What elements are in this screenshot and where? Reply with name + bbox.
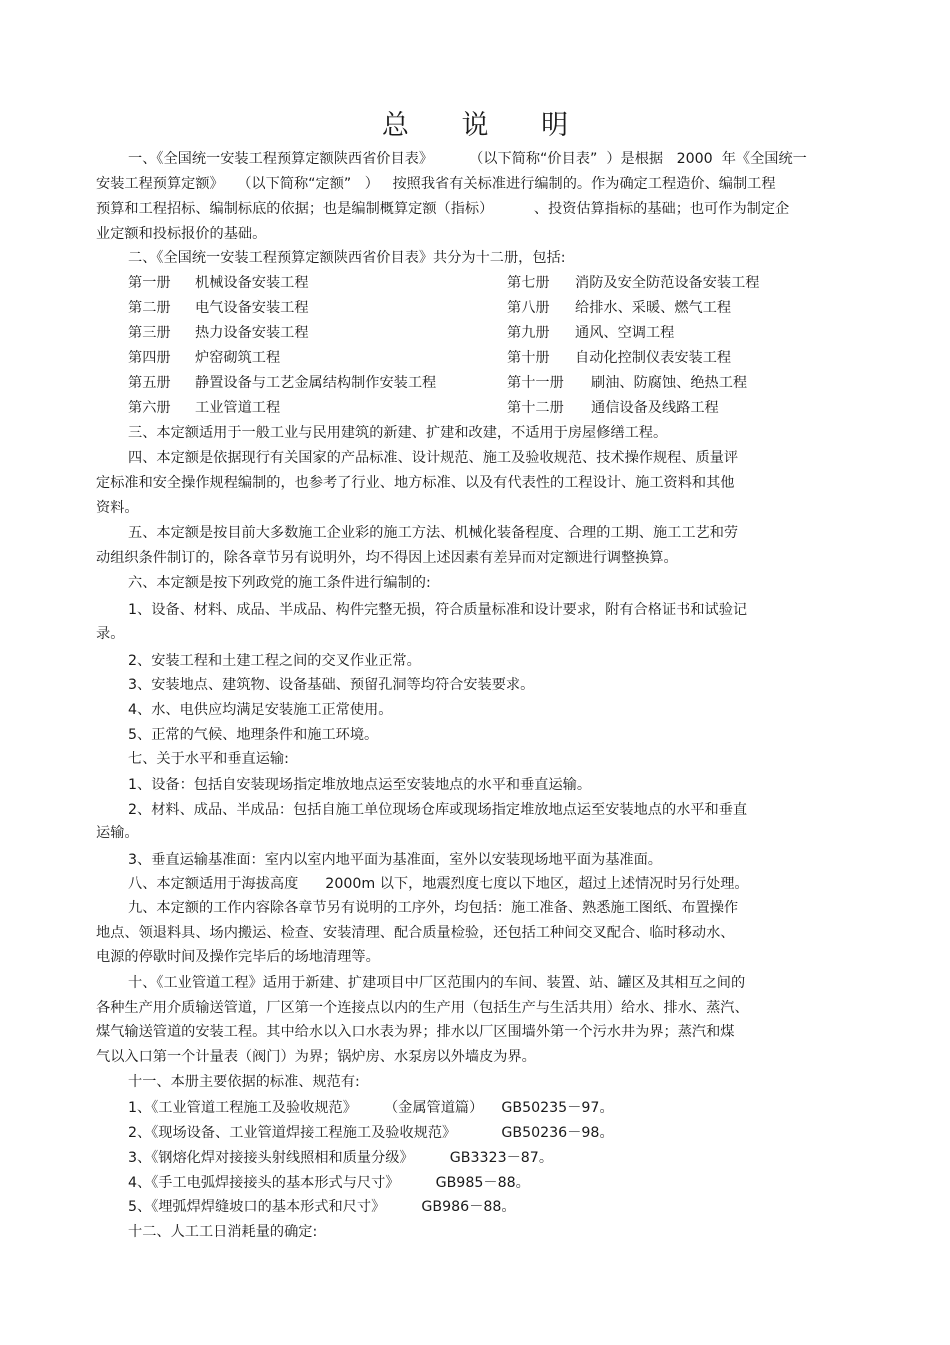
- volume-name: 刷油、防腐蚀、绝热工程: [591, 375, 748, 391]
- volume-name: 通信设备及线路工程: [591, 400, 719, 416]
- para-10-line-3: 煤气输送管道的安装工程。其中给水以入口水表为界；排水以厂区围墙外第一个污水井为界；蒸汽和煤: [96, 1024, 735, 1040]
- para-7-item-1: 1、设备：包括自安装现场指定堆放地点运至安装地点的水平和垂直运输。: [128, 777, 592, 793]
- para-8: 八、本定额适用于海拔高度 2000m 以下，地震烈度七度以下地区，超过上述情况时另行处理。: [128, 876, 749, 892]
- volume-no: 第七册: [507, 275, 550, 291]
- volume-no: 第十一册: [507, 375, 564, 391]
- para-1-line-1: 一、《全国统一安装工程预算定额陕西省价目表》 （以下简称“价目表” ）是根据 2000 年《全国统一: [128, 151, 807, 167]
- para-10-line-4: 气以入口第一个计量表（阀门）为界；锅炉房、水泵房以外墙皮为界。: [96, 1049, 536, 1065]
- standard-item: 4、《手工电弧焊接接头的基本形式与尺寸》 GB985－88。: [128, 1175, 530, 1191]
- para-4-line-2: 定标准和安全操作规程编制的，也参考了行业、地方标准、以及有代表性的工程设计、施工资料和其他: [96, 475, 735, 491]
- para-1-line-2: 安装工程预算定额》 （以下简称“定额” ） 按照我省有关标准进行编制的。作为确定工程造价、编制工程: [96, 176, 776, 192]
- volume-name: 热力设备安装工程: [195, 325, 309, 341]
- para-3: 三、本定额适用于一般工业与民用建筑的新建、扩建和改建，不适用于房屋修缮工程。: [128, 425, 668, 441]
- para-5-line-2: 动组织条件制订的，除各章节另有说明外，均不得因上述因素有差异而对定额进行调整换算。: [96, 550, 678, 566]
- para-6-item-4: 4、水、电供应均满足安装施工正常使用。: [128, 702, 393, 718]
- para-10-line-1: 十、《工业管道工程》适用于新建、扩建项目中厂区范围内的车间、装置、站、罐区及其相互之间的: [128, 975, 746, 991]
- para-6-item-1-line-1: 1、设备、材料、成品、半成品、构件完整无损，符合质量标准和设计要求，附有合格证书和试验记: [128, 602, 748, 618]
- volume-name: 给排水、采暖、燃气工程: [575, 300, 732, 316]
- para-7-item-2-line-2: 运输。: [96, 825, 139, 841]
- para-6-item-3: 3、安装地点、建筑物、设备基础、预留孔洞等均符合安装要求。: [128, 677, 535, 693]
- volume-name: 自动化控制仪表安装工程: [575, 350, 732, 366]
- volume-name: 消防及安全防范设备安装工程: [575, 275, 760, 291]
- para-10-line-2: 各种生产用介质输送管道，厂区第一个连接点以内的生产用（包括生产与生活共用）给水、排水、蒸汽、: [96, 1000, 749, 1016]
- para-7-item-2-line-1: 2、材料、成品、半成品：包括自施工单位现场仓库或现场指定堆放地点运至安装地点的水平和垂直: [128, 802, 748, 818]
- para-1-line-4: 业定额和投标报价的基础。: [96, 226, 267, 242]
- para-4-line-1: 四、本定额是依据现行有关国家的产品标准、设计规范、施工及验收规范、技术操作规程、质量评: [128, 450, 739, 466]
- standard-item: 3、《钢熔化焊对接接头射线照相和质量分级》 GB3323－87。: [128, 1150, 554, 1166]
- page-title: 总 说 明: [381, 110, 591, 141]
- standard-item: 5、《埋弧焊焊缝坡口的基本形式和尺寸》 GB986－88。: [128, 1199, 516, 1215]
- volume-no: 第三册: [128, 325, 171, 341]
- volume-name: 炉窑砌筑工程: [195, 350, 281, 366]
- para-6-item-1-line-2: 录。: [96, 626, 125, 642]
- para-9-line-1: 九、本定额的工作内容除各章节另有说明的工序外，均包括：施工准备、熟悉施工图纸、布置操作: [128, 900, 739, 916]
- para-7-item-3: 3、垂直运输基准面：室内以室内地平面为基准面，室外以安装现场地平面为基准面。: [128, 852, 662, 868]
- standard-item: 2、《现场设备、工业管道焊接工程施工及验收规范》 GB50236－98。: [128, 1125, 614, 1141]
- volume-no: 第九册: [507, 325, 550, 341]
- volume-no: 第四册: [128, 350, 171, 366]
- volume-name: 电气设备安装工程: [195, 300, 309, 316]
- volume-no: 第六册: [128, 400, 171, 416]
- para-6: 六、本定额是按下列政党的施工条件进行编制的:: [128, 575, 431, 591]
- para-4-line-3: 资料。: [96, 500, 139, 516]
- volume-no: 第一册: [128, 275, 171, 291]
- volume-no: 第五册: [128, 375, 171, 391]
- volume-no: 第十册: [507, 350, 550, 366]
- para-1-line-3: 预算和工程招标、编制标底的依据；也是编制概算定额（指标） 、投资估算指标的基础；也可作为制定企: [96, 201, 790, 217]
- para-11: 十一、本册主要依据的标准、规范有:: [128, 1074, 360, 1090]
- para-2: 二、《全国统一安装工程预算定额陕西省价目表》共分为十二册，包括:: [128, 250, 566, 266]
- para-7: 七、关于水平和垂直运输:: [128, 751, 289, 767]
- volume-no: 第二册: [128, 300, 171, 316]
- volume-name: 通风、空调工程: [575, 325, 675, 341]
- para-6-item-5: 5、正常的气候、地理条件和施工环境。: [128, 727, 379, 743]
- volume-name: 静置设备与工艺金属结构制作安装工程: [195, 375, 437, 391]
- volume-name: 工业管道工程: [195, 400, 281, 416]
- para-9-line-3: 电源的停歇时间及操作完毕后的场地清理等。: [96, 949, 380, 965]
- para-9-line-2: 地点、领退料具、场内搬运、检查、安装清理、配合质量检验，还包括工种间交叉配合、临时移动水、: [96, 925, 735, 941]
- para-5-line-1: 五、本定额是按目前大多数施工企业彩的施工方法、机械化装备程度、合理的工期、施工工艺和劳: [128, 525, 739, 541]
- standard-item: 1、《工业管道工程施工及验收规范》 （金属管道篇） GB50235－97。: [128, 1100, 614, 1116]
- volume-name: 机械设备安装工程: [195, 275, 309, 291]
- para-6-item-2: 2、安装工程和土建工程之间的交叉作业正常。: [128, 653, 421, 669]
- volume-no: 第十二册: [507, 400, 564, 416]
- volume-no: 第八册: [507, 300, 550, 316]
- para-12: 十二、人工工日消耗量的确定:: [128, 1224, 318, 1240]
